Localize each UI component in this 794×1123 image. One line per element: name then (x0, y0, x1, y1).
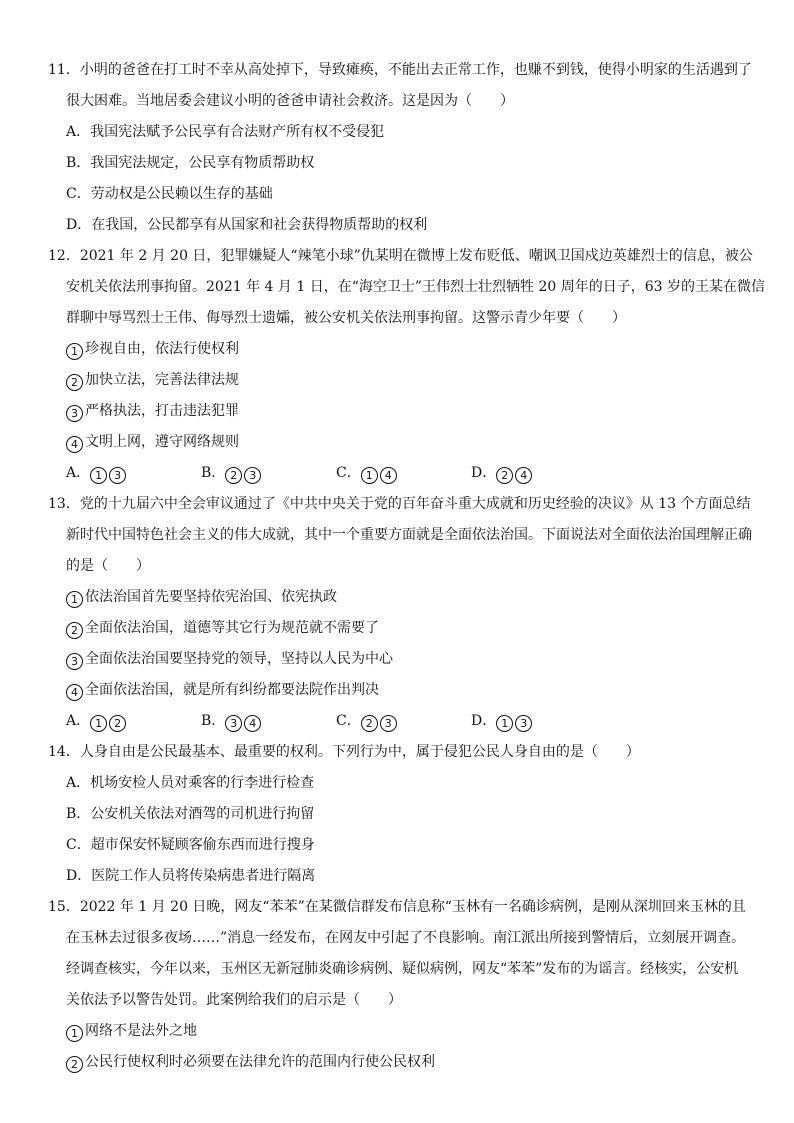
choice-b (201, 458, 336, 489)
statement-text: 公民行使权利时必须要在法律允许的范围内行使公民权利 (85, 1054, 435, 1070)
choice-label: D． (471, 713, 497, 729)
choice-c (336, 706, 471, 737)
circled-number: 4 (66, 436, 83, 453)
circled-number: 2 (66, 374, 83, 391)
circled-number: 4 (380, 467, 397, 484)
circled-number: 1 (66, 1025, 83, 1042)
option-d: D．医院工作人员将传染病患者进行隔离 (66, 868, 316, 884)
circled-number: 2 (66, 1056, 83, 1073)
option-b: B．我国宪法规定，公民享有物质帮助权 (66, 155, 315, 171)
option-b: B．公安机关依法对酒驾的司机进行拘留 (66, 806, 315, 822)
option-c: C．超市保安怀疑顾客偷东西而进行搜身 (66, 837, 315, 853)
stem-line: 党的十九届六中全会审议通过了《中共中央关于党的百年奋斗重大成就和历史经验的决议》从 13 个方面总结 (79, 496, 751, 512)
statement-text: 严格执法，打击违法犯罪 (85, 403, 239, 419)
choice-label: B． (201, 713, 226, 729)
stem-line: 人身自由是公民最基本、最重要的权利。下列行为中，属于侵犯公民人身自由的是（ ） (79, 744, 640, 760)
statement-item (48, 1016, 754, 1047)
statement-text: 加快立法，完善法律法规 (85, 372, 239, 388)
question-12 (48, 241, 765, 489)
circled-number: 4 (515, 467, 532, 484)
choice-label: A． (66, 465, 91, 481)
circled-number: 1 (66, 591, 83, 608)
statement-text: 全面依法治国要坚持党的领导，坚持以人民为中心 (85, 651, 393, 667)
option-d: D．在我国，公民都享有从国家和社会获得物质帮助的权利 (66, 217, 428, 233)
choice-a (66, 458, 201, 489)
circled-number: 3 (380, 715, 397, 732)
choice-row (48, 458, 754, 489)
stem-line: 经调查核实，今年以来，玉州区无新冠肺炎确诊病例、疑似病例，网友“苯苯”发布的为谣言。经核实，公安机 (66, 961, 739, 977)
circled-number: 2 (225, 467, 242, 484)
stem-line: 2022 年 1 月 20 日晚，网友“苯苯”在某微信群发布信息称“玉林有一名确诊病例，是刚从深圳回来玉林的且 (79, 899, 746, 915)
circled-number: 2 (361, 715, 378, 732)
statement-text: 网络不是法外之地 (85, 1023, 197, 1039)
circled-number: 3 (66, 653, 83, 670)
circled-number: 1 (496, 715, 513, 732)
choice-label: D． (471, 465, 497, 481)
stem-line: 小明的爸爸在打工时不幸从高处掉下，导致瘫痪，不能出去正常工作，也赚不到钱，使得小明家的生活遇到了 (79, 62, 752, 78)
circled-number: 4 (66, 684, 83, 701)
circled-number: 1 (361, 467, 378, 484)
stem-line: 2021 年 2 月 20 日，犯罪嫌疑人“辣笔小球”仇某明在微博上发布贬低、嘲讽卫国戍边英雄烈士的信息，被公 (79, 248, 753, 264)
statement-item (48, 613, 754, 644)
question-stem (48, 489, 754, 520)
choice-row (48, 706, 754, 737)
statement-item (48, 582, 754, 613)
statement-text: 珍视自由，依法行使权利 (85, 341, 239, 357)
stem-line: 安机关依法刑事拘留。2021 年 4 月 1 日，在“海空卫士”王伟烈士壮烈牺牲 20 周年的日子，63 岁的王某在微信 (66, 279, 765, 295)
circled-number: 2 (66, 622, 83, 639)
circled-number: 1 (90, 715, 107, 732)
circled-number: 2 (109, 715, 126, 732)
question-number: 11． (48, 62, 80, 78)
statement-text: 文明上网，遵守网络规则 (85, 434, 239, 450)
statement-item (48, 675, 754, 706)
stem-line: 的是（ ） (66, 558, 150, 574)
circled-number: 1 (90, 467, 107, 484)
circled-number: 3 (225, 715, 242, 732)
stem-line: 新时代中国特色社会主义的伟大成就，其中一个重要方面就是全面依法治国。下面说法对全面依法治国理解正确 (66, 527, 752, 543)
statement-item (48, 1047, 754, 1078)
statement-item (48, 396, 754, 427)
statement-item (48, 427, 754, 458)
statement-item (48, 644, 754, 675)
option-a: A．机场安检人员对乘客的行李进行检查 (66, 775, 315, 791)
question-stem (48, 737, 754, 768)
question-number: 12． (48, 248, 80, 264)
circled-number: 3 (109, 467, 126, 484)
stem-line: 在玉林去过很多夜场……”消息一经发布，在网友中引起了不良影响。南江派出所接到警情后，立刻展开调查。 (66, 930, 746, 946)
circled-number: 1 (66, 343, 83, 360)
statement-text: 全面依法治国，就是所有纠纷都要法院作出判决 (85, 682, 379, 698)
question-number: 14． (48, 744, 80, 760)
statement-text: 全面依法治国，道德等其它行为规范就不需要了 (85, 620, 379, 636)
circled-number: 3 (515, 715, 532, 732)
question-13 (48, 489, 754, 737)
question-15 (48, 892, 754, 1078)
option-c: C．劳动权是公民赖以生存的基础 (66, 186, 273, 202)
choice-label: C． (336, 465, 361, 481)
choice-a (66, 706, 201, 737)
circled-number: 4 (244, 715, 261, 732)
question-11 (48, 55, 754, 241)
stem-line: 关依法予以警告处罚。此案例给我们的启示是（ ） (66, 992, 402, 1008)
circled-number: 2 (496, 467, 513, 484)
choice-label: A． (66, 713, 91, 729)
question-stem (48, 241, 754, 272)
choice-label: B． (201, 465, 226, 481)
question-stem (48, 55, 754, 86)
question-number: 15． (48, 899, 80, 915)
circled-number: 3 (244, 467, 261, 484)
circled-number: 3 (66, 405, 83, 422)
statement-text: 依法治国首先要坚持依宪治国、依宪执政 (85, 589, 337, 605)
choice-d (471, 706, 606, 737)
question-stem (48, 892, 754, 923)
option-a: A．我国宪法赋予公民享有合法财产所有权不受侵犯 (66, 124, 385, 140)
question-number: 13． (48, 496, 80, 512)
statement-item (48, 365, 754, 396)
choice-d (471, 458, 606, 489)
stem-line: 群聊中辱骂烈士王伟、侮辱烈士遗孀，被公安机关依法刑事拘留。这警示青少年要（ ） (66, 310, 626, 326)
question-14 (48, 737, 754, 892)
choice-c (336, 458, 471, 489)
stem-line: 很大困难。当地居委会建议小明的爸爸申请社会救济。这是因为（ ） (66, 93, 514, 109)
statement-item (48, 334, 754, 365)
choice-b (201, 706, 336, 737)
choice-label: C． (336, 713, 361, 729)
